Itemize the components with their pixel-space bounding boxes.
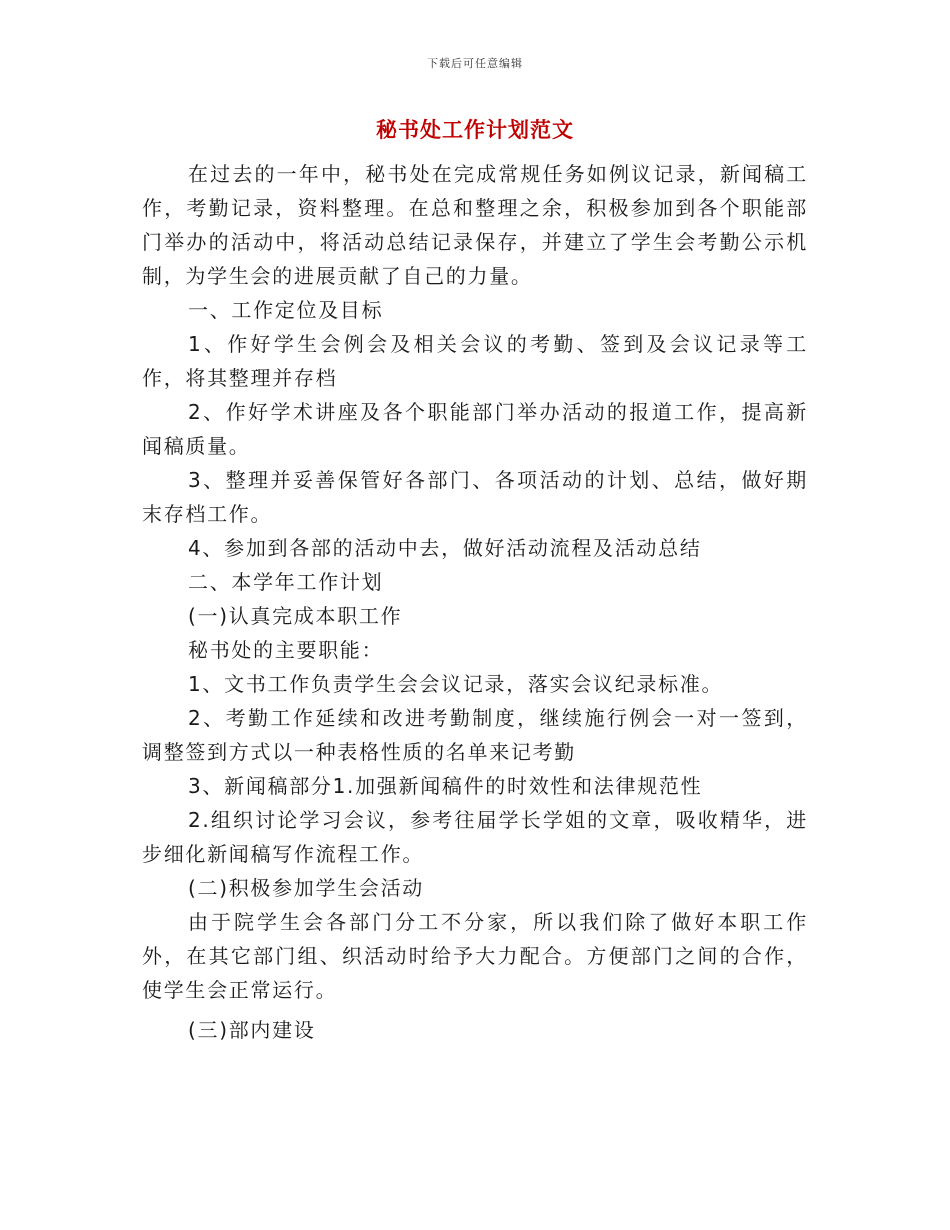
function-item-3-point-2: 2.组织讨论学习会议，参考往届学长学姐的文章，吸收精华，进步细化新闻稿写作流程工作。 xyxy=(142,808,808,866)
goal-item-2: 2、作好学术讲座及各个职能部门举办活动的报道工作，提高新闻稿质量。 xyxy=(142,400,808,458)
activities-paragraph: 由于院学生会各部门分工不分家，所以我们除了做好本职工作外，在其它部门组、织活动时给予大力配合。方便部门之间的合作，使学生会正常运行。 xyxy=(142,910,808,1002)
goal-item-1: 1、作好学生会例会及相关会议的考勤、签到及会议记录等工作，将其整理并存档 xyxy=(142,332,808,390)
function-item-2: 2、考勤工作延续和改进考勤制度，继续施行例会一对一签到，调整签到方式以一种表格性质的名单来记考勤 xyxy=(142,706,808,764)
subsection-heading-duties: (一)认真完成本职工作 xyxy=(188,604,403,628)
document-body xyxy=(142,157,808,1047)
section-heading-work-positioning: 一、工作定位及目标 xyxy=(188,298,384,322)
subsection-heading-activities: (二)积极参加学生会活动 xyxy=(188,876,425,900)
section-heading-year-plan: 二、本学年工作计划 xyxy=(188,570,384,594)
function-item-1: 1、文书工作负责学生会会议记录，落实会议纪录标准。 xyxy=(188,672,724,696)
subsection-heading-internal: (三)部内建设 xyxy=(188,1018,316,1042)
function-item-3: 3、新闻稿部分1.加强新闻稿件的时效性和法律规范性 xyxy=(188,774,703,798)
goal-item-3: 3、整理并妥善保管好各部门、各项活动的计划、总结，做好期末存档工作。 xyxy=(142,468,808,526)
goal-item-4: 4、参加到各部的活动中去，做好活动流程及活动总结 xyxy=(188,536,702,560)
document-title: 秘书处工作计划范文 xyxy=(376,118,574,142)
page-header-note: 下载后可任意编辑 xyxy=(427,57,523,70)
main-functions-label: 秘书处的主要职能： xyxy=(188,638,384,662)
intro-paragraph: 在过去的一年中，秘书处在完成常规任务如例议记录，新闻稿工作，考勤记录，资料整理。在总和整理之余，积极参加到各个职能部门举办的活动中，将活动总结记录保存，并建立了学生会考勤公示机制，为学生会的进展贡献了自己的力量。 xyxy=(142,162,808,288)
